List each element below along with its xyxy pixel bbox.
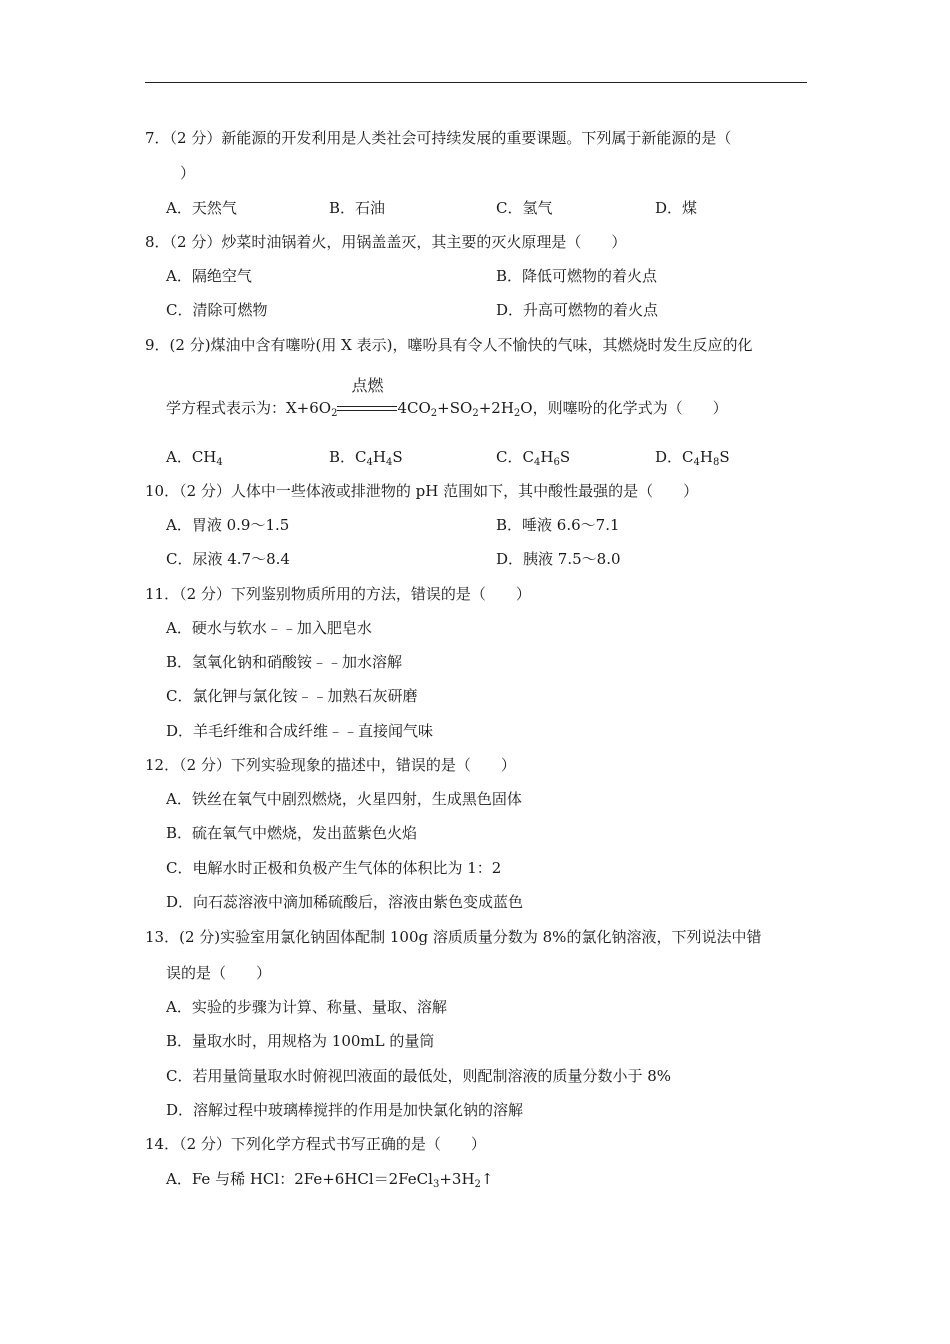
question-10-stem: 10．（2 分）人体中一些体液或排泄物的 pH 范围如下，其中酸性最强的是（ ）: [145, 482, 699, 500]
option-subscript: 4: [533, 457, 541, 468]
option-subscript: 4: [385, 457, 393, 468]
equation-subscript: 2: [430, 408, 438, 419]
question-10-option-d: D．胰液 7.5～8.0: [496, 550, 621, 568]
question-7-option-a: A．天然气: [166, 199, 237, 217]
option-text: C．C: [496, 448, 534, 466]
option-text: B．C: [329, 448, 367, 466]
question-8-option-a: A．隔绝空气: [166, 267, 252, 285]
up-arrow-icon: ↑: [480, 1170, 494, 1188]
question-8-stem: 8．（2 分）炒菜时油锅着火，用锅盖盖灭，其主要的灭火原理是（ ）: [145, 233, 627, 251]
question-9-stem: 9．(2 分)煤油中含有噻吩(用 X 表示)，噻吩具有令人不愉快的气味，其燃烧时发生反应的化: [145, 336, 753, 354]
question-11-option-c: C．氯化钾与氯化铵﹣﹣加熟石灰研磨: [166, 687, 418, 705]
question-12-stem: 12．（2 分）下列实验现象的描述中，错误的是（ ）: [145, 756, 516, 774]
equation-product: +2H: [478, 399, 514, 417]
option-subscript: 4: [366, 457, 373, 468]
option-subscript: 6: [553, 457, 560, 468]
option-text: S: [559, 448, 571, 466]
question-13-option-c: C．若用量筒量取水时俯视凹液面的最低处，则配制溶液的质量分数小于 8%: [166, 1067, 672, 1085]
question-7-option-b: B．石油: [329, 199, 386, 217]
question-13-stem-cont: 误的是（ ）: [166, 964, 272, 982]
question-12-option-b: B．硫在氧气中燃烧，发出蓝紫色火焰: [166, 824, 418, 842]
option-subscript: 4: [216, 457, 223, 468]
question-9-option-b: [329, 447, 403, 467]
question-11-option-d: D．羊毛纤维和合成纤维﹣﹣直接闻气味: [166, 722, 434, 740]
option-text: A．Fe 与稀 HCl：2Fe+6HCl＝2FeCl: [166, 1170, 433, 1188]
question-8-option-d: D．升高可燃物的着火点: [496, 301, 659, 319]
option-subscript: 8: [712, 457, 720, 468]
question-9-equation: [166, 376, 728, 419]
equation-product: 4CO: [397, 399, 431, 417]
equation-reactants: 学方程式表示为：X+6O: [166, 399, 332, 417]
equation-subscript: 2: [331, 408, 338, 419]
question-7-stem-cont: ）: [180, 164, 196, 182]
option-text: H: [699, 448, 713, 466]
question-13-stem: 13．(2 分)实验室用氯化钠固体配制 100g 溶质质量分数为 8%的氯化钠溶液，下列说法中错: [145, 928, 762, 946]
question-11-option-b: B．氢氧化钠和硝酸铵﹣﹣加水溶解: [166, 653, 403, 671]
question-9-option-c: [496, 447, 570, 467]
question-10-option-c: C．尿液 4.7～8.4: [166, 550, 290, 568]
option-text: +3H: [439, 1170, 475, 1188]
option-text: H: [540, 448, 554, 466]
question-7-stem: 7．（2 分）新能源的开发利用是人类社会可持续发展的重要课题。下列属于新能源的是（: [145, 129, 732, 147]
equation-subscript: 2: [472, 408, 479, 419]
option-text: S: [719, 448, 730, 466]
question-7-option-c: C．氢气: [496, 199, 553, 217]
option-text: S: [392, 448, 403, 466]
question-12-option-d: D．向石蕊溶液中滴加稀硫酸后，溶液由紫色变成蓝色: [166, 893, 524, 911]
question-14-stem: 14．（2 分）下列化学方程式书写正确的是（ ）: [145, 1135, 486, 1153]
header-rule: [145, 82, 807, 83]
question-8-option-b: B．降低可燃物的着火点: [496, 267, 658, 285]
equation-subscript: 2: [513, 408, 521, 419]
equation-product: +SO: [437, 399, 473, 417]
question-8-option-c: C．清除可燃物: [166, 301, 268, 319]
question-12-option-c: C．电解水时正极和负极产生气体的体积比为 1：2: [166, 859, 502, 877]
question-10-option-a: A．胃液 0.9～1.5: [166, 516, 290, 534]
question-10-option-b: B．唾液 6.6～7.1: [496, 516, 620, 534]
option-text: A．CH: [166, 448, 217, 466]
question-13-option-b: B．量取水时，用规格为 100mL 的量筒: [166, 1032, 435, 1050]
question-11-option-a: A．硬水与软水﹣﹣加入肥皂水: [166, 619, 372, 637]
question-11-stem: 11．（2 分）下列鉴别物质所用的方法，错误的是（ ）: [145, 585, 531, 603]
option-subscript: 3: [432, 1179, 440, 1190]
question-7-option-d: D．煤: [655, 199, 698, 217]
option-text: H: [372, 448, 386, 466]
question-13-option-a: A．实验的步骤为计算、称量、量取、溶解: [166, 998, 447, 1016]
reaction-condition: [337, 376, 397, 418]
question-12-option-a: A．铁丝在氧气中剧烈燃烧，火星四射，生成黑色固体: [166, 790, 522, 808]
question-9-option-a: [166, 447, 223, 467]
question-14-option-a: [166, 1169, 493, 1189]
option-subscript: 4: [693, 457, 700, 468]
option-subscript: 2: [474, 1179, 481, 1190]
question-13-option-d: D．溶解过程中玻璃棒搅拌的作用是加快氯化钠的溶解: [166, 1101, 524, 1119]
option-text: D．C: [655, 448, 694, 466]
equation-suffix: O，则噻吩的化学式为（ ）: [520, 399, 728, 417]
reaction-condition-label: 点燃: [351, 376, 384, 395]
equals-bar: [337, 406, 397, 411]
question-9-option-d: [655, 447, 730, 467]
